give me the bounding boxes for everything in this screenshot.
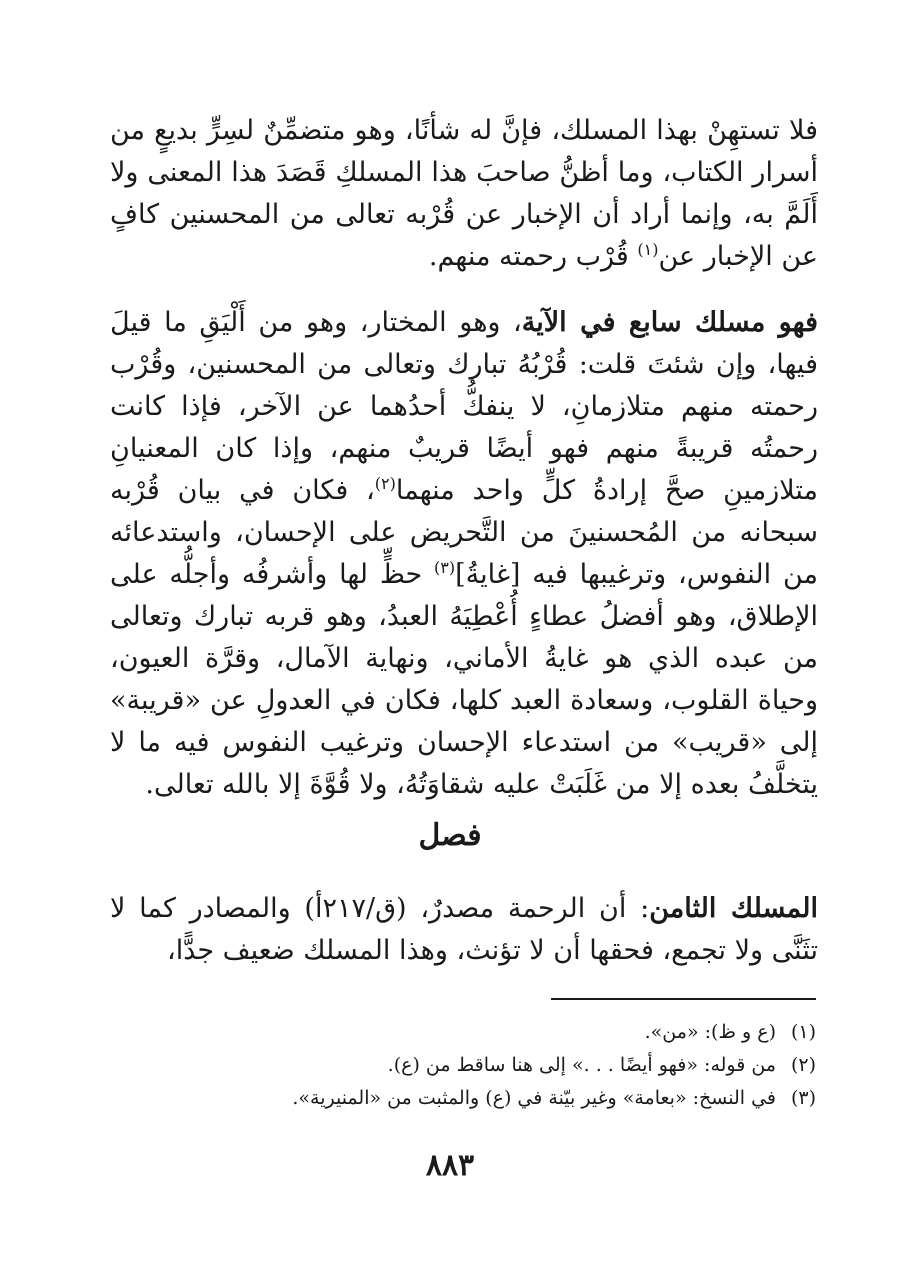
- paragraph-2: [110, 302, 818, 806]
- footnote-text: من قوله: «فهو أيضًا . . .» إلى هنا ساقط من (ع).: [387, 1054, 776, 1076]
- paragraph-1-text: فلا تستهِنْ بهذا المسلك، فإنَّ له شأنًا، وهو متضمِّنٌ لسِرٍّ بديعٍ من أسرار الكتاب، وما أظنُّ صاحبَ هذا المسلكِ قَصَدَ هذا المعنى ولا أَلَمَّ به، وإنما أراد أن الإخبار عن قُرْبه تعالى من المحسنين كافٍ عن الإخبار عن: [110, 115, 818, 272]
- footnote-divider: [551, 998, 816, 1000]
- paragraph-2-lead: فهو مسلك سابع في الآية: [521, 307, 818, 338]
- paragraph-3: [110, 888, 818, 972]
- footnote-ref-1[interactable]: (١): [637, 240, 659, 259]
- footnote-ref-2[interactable]: (٢): [374, 474, 396, 493]
- footnote-number: (١): [790, 1021, 816, 1043]
- paragraph-3-lead: المسلك الثامن: [649, 893, 819, 924]
- page-number: ٨٨٣: [425, 1148, 475, 1183]
- section-heading: فصل: [418, 818, 482, 853]
- paragraph-2-text-continued: ، فكان في بيان قُرْبه سبحانه من المُحسنينَ من التَّحريض على الإحسان، واستدعائه من النفوس، وترغيبها فيه [غايةُ]: [110, 475, 818, 590]
- paragraph-1: [110, 110, 818, 278]
- footnote-number: (٣): [790, 1087, 816, 1109]
- footnote-number: (٢): [790, 1054, 816, 1076]
- paragraph-1-tail: قُرْب رحمته منهم.: [428, 241, 638, 272]
- paragraph-3-text: : أن الرحمة مصدرٌ، (ق/٢١٧أ) والمصادر كما لا تثَنَّى ولا تجمع، فحقها أن لا تؤنث، وهذا المسلك ضعيف جدًّا،: [110, 893, 818, 966]
- footnote-ref-3[interactable]: (٣): [433, 558, 456, 577]
- footnote-1: [156, 1016, 816, 1049]
- footnotes-list: [156, 1016, 816, 1115]
- footnote-3: [156, 1082, 816, 1115]
- footnote-2: [156, 1049, 816, 1082]
- footnote-text: (ع و ظ): «من».: [644, 1021, 776, 1043]
- paragraph-2-tail: حظٍّ لها وأشرفُه وأجلُّه على الإطلاق، وهو أفضلُ عطاءٍ أُعْطِيَهُ العبدُ، وهو قربه تبارك وتعالى من عبده الذي هو غايةُ الأماني، ونهاية الآمال، وقرَّة العيون، وحياة القلوب، وسعادة العبد كلها، فكان في العدولِ عن «قريبة» إلى «قريب» من استدعاء الإحسان وترغيب النفوس فيه ما لا يتخلَّفُ بعده إلا من غَلَبَتْ عليه شقاوَتُهُ، ولا قُوَّةَ إلا بالله تعالى.: [110, 559, 818, 800]
- paragraph-2-text: ، وهو المختار، وهو من أَلْيَقِ ما قيلَ فيها، وإن شئتَ قلت: قُرْبُهُ تبارك وتعالى من المحسنين، وقُرْب رحمته منهم متلازمانِ، لا ينفكُّ أحدُهما عن الآخر، فإذا كانت رحمتُه قريبةً منهم فهو أيضًا قريبٌ منهم، وإذا كان المعنيانِ متلازمينِ صحَّ إرادةُ كلٍّ واحد منهما: [110, 307, 819, 506]
- footnote-text: في النسخ: «بعامة» وغير بيّنة في (ع) والمثبت من «المنيرية».: [292, 1087, 776, 1109]
